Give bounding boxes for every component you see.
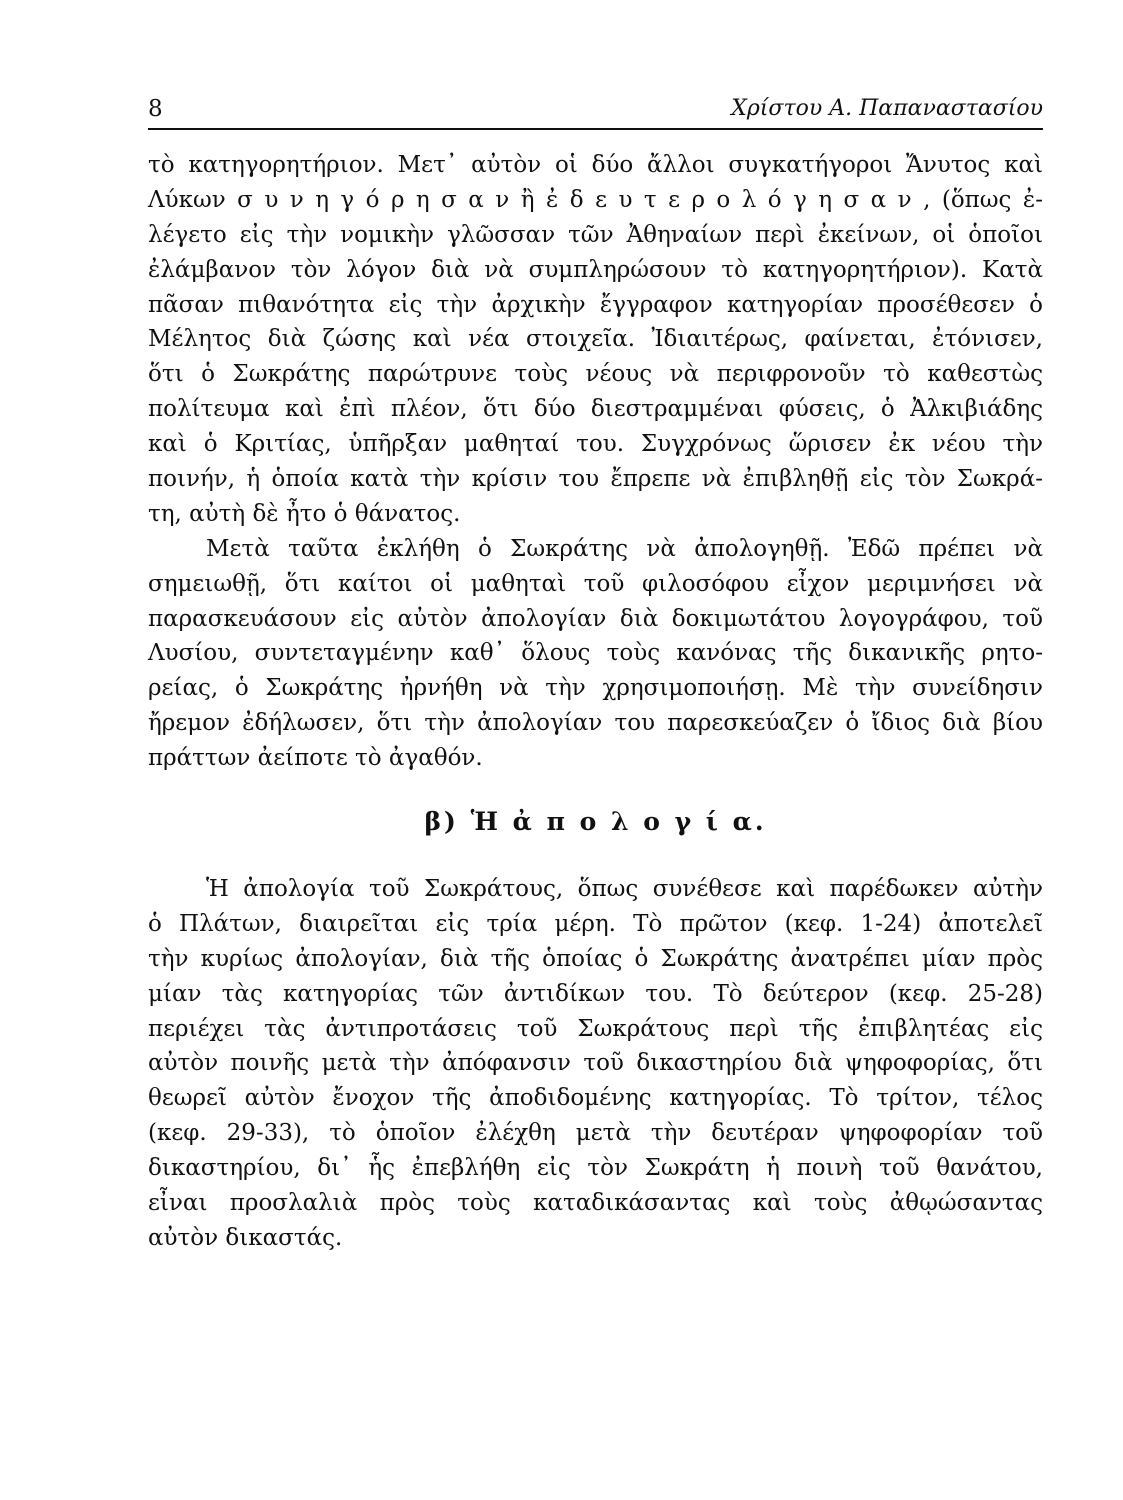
- text-line: ρείας, ὁ Σωκράτης ἠρνήθη νὰ τὴν χρησιμοποιήσῃ. Μὲ τὴν συνείδησιν: [148, 675, 1043, 702]
- text-line: τὸ κατηγορητήριον. Μετ᾽ αὐτὸν οἱ δύο ἄλλοι συγκατήγοροι Ἄνυτος καὶ: [148, 152, 1043, 178]
- text-line: παρασκευάσουν εἰς αὐτὸν ἀπολογίαν διὰ δοκιμωτάτου λογογράφου, τοῦ: [148, 605, 1043, 632]
- text-line: λέγετο εἰς τὴν νομικὴν γλῶσσαν τῶν Ἀθηναίων περὶ ἐκείνων, οἱ ὁποῖοι: [148, 221, 1043, 248]
- section-heading: β) Ἡ ἀ π ο λ ο γ ί α.: [424, 807, 767, 837]
- text-line: τὴν κυρίως ἀπολογίαν, διὰ τῆς ὁποίας ὁ Σωκράτης ἀνατρέπει μίαν πρὸς: [148, 945, 1043, 972]
- text-line: Λύκων σ υ ν η γ ό ρ η σ α ν ἢ ἐ δ ε υ τ ε ρ ο λ ό γ η σ α ν , (ὅπως ἐ-: [148, 186, 1043, 213]
- text-line: μίαν τὰς κατηγορίας τῶν ἀντιδίκων του. Τὸ δεύτερον (κεφ. 25-28): [148, 980, 1043, 1007]
- text-line: ὅτι ὁ Σωκράτης παρώτρυνε τοὺς νέους νὰ περιφρονοῦν τὸ καθεστὼς: [148, 361, 1043, 388]
- text-line: σημειωθῇ, ὅτι καίτοι οἱ μαθηταὶ τοῦ φιλοσόφου εἶχον μεριμνήσει νὰ: [148, 570, 1043, 597]
- body-text: [148, 148, 1043, 1256]
- text-line: καὶ ὁ Κριτίας, ὑπῆρξαν μαθηταί του. Συγχρόνως ὥρισεν ἐκ νέου τὴν: [148, 431, 1043, 458]
- running-head: Χρίστου Α. Παπαναστασίου: [731, 96, 1043, 121]
- text-line: ὁ Πλάτων, διαιρεῖται εἰς τρία μέρη. Τὸ πρῶτον (κεφ. 1-24) ἀποτελεῖ: [148, 910, 1043, 937]
- paragraph-2: [148, 532, 1043, 776]
- text-line: αὐτὸν ποινῆς μετὰ τὴν ἀπόφανσιν τοῦ δικαστηρίου διὰ ψηφοφορίας, ὅτι: [148, 1050, 1043, 1077]
- paragraph-1: [148, 148, 1043, 532]
- page-number: 8: [148, 96, 163, 122]
- text-line: πᾶσαν πιθανότητα εἰς τὴν ἀρχικὴν ἔγγραφον κατηγορίαν προσέθεσεν ὁ: [148, 291, 1043, 318]
- text-line: αὐτὸν δικαστάς.: [148, 1224, 343, 1251]
- text-line: τη, αὐτὴ δὲ ἦτο ὁ θάνατος.: [148, 500, 461, 527]
- text-line: ἤρεμον ἐδήλωσεν, ὅτι τὴν ἀπολογίαν του παρεσκεύαζεν ὁ ἴδιος διὰ βίου: [148, 710, 1043, 737]
- text-line: θεωρεῖ αὐτὸν ἔνοχον τῆς ἀποδιδομένης κατηγορίας. Τὸ τρίτον, τέλος: [148, 1085, 1043, 1112]
- text-line: Μέλητος διὰ ζώσης καὶ νέα στοιχεῖα. Ἰδιαιτέρως, φαίνεται, ἐτόνισεν,: [148, 326, 1043, 353]
- text-line: εἶναι προσλαλιὰ πρὸς τοὺς καταδικάσαντας καὶ τοὺς ἀθῳώσαντας: [148, 1190, 1043, 1217]
- text-line: Λυσίου, συντεταγμένην καθ᾽ ὅλους τοὺς κανόνας τῆς δικανικῆς ρητο-: [148, 640, 1043, 667]
- text-line: (κεφ. 29-33), τὸ ὁποῖον ἐλέχθη μετὰ τὴν δευτέραν ψηφοφορίαν τοῦ: [148, 1120, 1043, 1147]
- page-header: [148, 92, 1043, 130]
- text-line: περιέχει τὰς ἀντιπροτάσεις τοῦ Σωκράτους περὶ τῆς ἐπιβλητέας εἰς: [148, 1015, 1043, 1042]
- text-line: ποινήν, ἡ ὁποία κατὰ τὴν κρίσιν του ἔπρεπε νὰ ἐπιβληθῇ εἰς τὸν Σωκρά-: [148, 466, 1043, 493]
- paragraph-3: [148, 872, 1043, 1256]
- text-line: Ἡ ἀπολογία τοῦ Σωκράτους, ὅπως συνέθεσε καὶ παρέδωκεν αὐτὴν: [206, 876, 1043, 903]
- text-line: Μετὰ ταῦτα ἐκλήθη ὁ Σωκράτης νὰ ἀπολογηθῇ. Ἐδῶ πρέπει νὰ: [206, 535, 1043, 562]
- text-line: πολίτευμα καὶ ἐπὶ πλέον, ὅτι δύο διεστραμμέναι φύσεις, ὁ Ἀλκιβιάδης: [148, 396, 1043, 423]
- text-line: ἐλάμβανον τὸν λόγον διὰ νὰ συμπληρώσουν τὸ κατηγορητήριον). Κατὰ: [148, 256, 1043, 283]
- text-line: πράττων ἀείποτε τὸ ἀγαθόν.: [148, 745, 483, 772]
- text-line: δικαστηρίου, δι᾽ ἧς ἐπεβλήθη εἰς τὸν Σωκράτη ἡ ποινὴ τοῦ θανάτου,: [148, 1155, 1043, 1182]
